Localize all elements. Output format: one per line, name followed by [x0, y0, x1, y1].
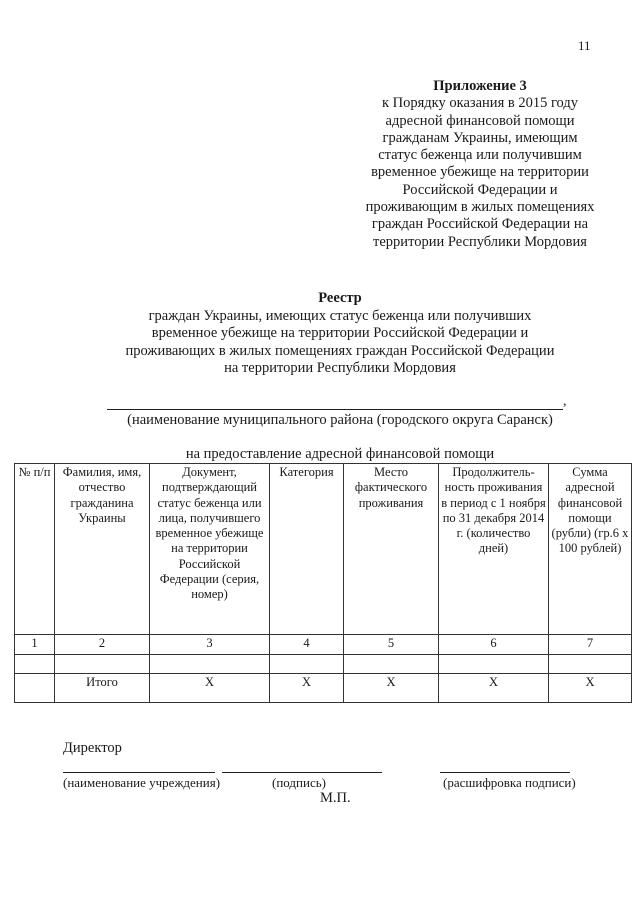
column-number: 2: [55, 635, 150, 655]
header-cell: Продолжитель-ность проживания в период с 1 ноября по 31 декабря 2014 г. (количество дней): [439, 464, 549, 635]
table-cell: [270, 655, 344, 673]
appendix-line: проживающим в жилых помещениях: [365, 199, 595, 216]
total-cell: X: [439, 673, 549, 702]
appendix-title: Приложение 3: [433, 78, 527, 94]
appendix-line: Российской Федерации и: [402, 181, 558, 198]
table-cell: [549, 655, 632, 673]
registry-table: [14, 463, 632, 703]
appendix-line: к Порядку оказания в 2015 году: [381, 95, 579, 112]
decoding-signature-line: [440, 771, 570, 773]
appendix-line: адресной финансовой помощи: [385, 112, 575, 129]
total-cell: X: [549, 673, 632, 702]
municipality-caption: (наименование муниципального района (городского округа Саранск): [127, 412, 553, 428]
total-label: Итого: [55, 673, 150, 702]
appendix-block: [330, 78, 630, 251]
table-cell: [150, 655, 270, 673]
column-number: 7: [549, 635, 632, 655]
institution-caption: (наименование учреждения): [63, 775, 221, 790]
registry-line: граждан Украины, имеющих статус беженца или получивших: [148, 307, 532, 324]
header-cell: Документ, подтверждающий статус беженца или лица, получившего временное убежище на территории Российской Федерации (серия, номер): [150, 464, 270, 635]
column-number: 5: [344, 635, 439, 655]
column-number: 6: [439, 635, 549, 655]
column-number-row: [15, 635, 632, 655]
table-header-row: [15, 464, 632, 635]
registry-heading: [60, 290, 620, 378]
header-cell: Сумма адресной финансовой помощи (рубли) (гр.6 x 100 рублей): [549, 464, 632, 635]
column-number: 1: [15, 635, 55, 655]
registry-line: временное убежище на территории Российской Федерации и: [151, 325, 529, 342]
total-cell: X: [344, 673, 439, 702]
municipality-fill-line: [107, 408, 563, 410]
total-cell: X: [150, 673, 270, 702]
column-number: 4: [270, 635, 344, 655]
total-cell: X: [270, 673, 344, 702]
registry-title: Реестр: [318, 290, 362, 306]
column-number: 3: [150, 635, 270, 655]
stamp-label: М.П.: [320, 790, 351, 806]
institution-signature-line: [63, 771, 215, 773]
appendix-line: статус беженца или получившим: [378, 147, 582, 164]
header-cell: Фамилия, имя, отчество гражданина Украины: [55, 464, 150, 635]
director-label: Директор: [63, 740, 122, 756]
header-cell: Место фактического проживания: [344, 464, 439, 635]
appendix-line: территории Республики Мордовия: [373, 233, 587, 250]
table-cell: [439, 655, 549, 673]
appendix-line: гражданам Украины, имеющим: [382, 129, 578, 146]
decoding-caption: (расшифровка подписи): [443, 775, 576, 790]
registry-line: проживающих в жилых помещениях граждан Российской Федерации: [125, 342, 555, 359]
registry-line: на территории Республики Мордовия: [224, 360, 456, 377]
provision-line: на предоставление адресной финансовой помощи: [185, 446, 495, 462]
table-cell: [55, 655, 150, 673]
total-row: [15, 673, 632, 702]
table-cell: [344, 655, 439, 673]
municipality-comma: ,: [563, 394, 567, 409]
total-cell: [15, 673, 55, 702]
empty-data-row: [15, 655, 632, 673]
appendix-line: временное убежище на территории: [371, 164, 589, 181]
header-cell: Категория: [270, 464, 344, 635]
page-number: 11: [578, 38, 591, 53]
header-cell: № п/п: [15, 464, 55, 635]
appendix-line: граждан Российской Федерации на: [371, 216, 589, 233]
signature-line: [222, 771, 382, 773]
table-cell: [15, 655, 55, 673]
signature-caption: (подпись): [272, 775, 326, 790]
